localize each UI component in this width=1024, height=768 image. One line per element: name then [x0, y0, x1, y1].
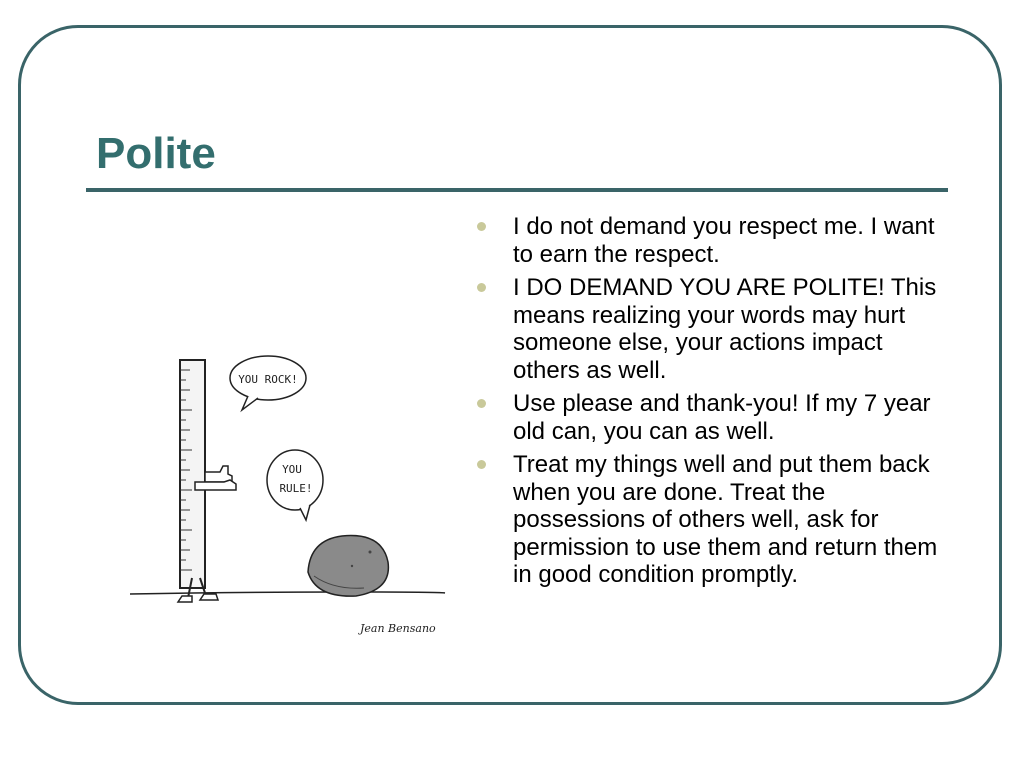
bullet-text: I DO DEMAND YOU ARE POLITE! This means realizing your words may hurt someone else, your actions impact others as well. [513, 274, 937, 384]
title-underline [86, 188, 948, 192]
ruler-character [178, 360, 236, 602]
ruler-feet [178, 594, 218, 602]
bullet-dot-icon [477, 222, 486, 231]
bullet-text: I do not demand you respect me. I want to earn the respect. [513, 213, 935, 268]
ruler-arm-lower [195, 480, 236, 490]
ground-line [130, 592, 445, 594]
slide-title: Polite [96, 129, 216, 178]
rock-character [308, 536, 388, 597]
speech-bubble-2-line-2: RULE! [279, 482, 313, 495]
bullet-text: Use please and thank-you! If my 7 year old can, you can as well. [513, 390, 931, 445]
speech-bubble-1-text: YOU ROCK! [238, 373, 298, 386]
cartoon-illustration [120, 340, 450, 660]
speech-bubble-you-rock [230, 356, 306, 410]
bullet-item [476, 390, 946, 445]
ruler-body [180, 360, 205, 588]
bullet-item [476, 274, 946, 384]
bullet-list [476, 213, 946, 595]
bullet-item [476, 213, 946, 268]
bullet-dot-icon [477, 460, 486, 469]
bullet-item [476, 451, 946, 589]
ruler-arm-upper [205, 466, 232, 482]
bullet-dot-icon [477, 283, 486, 292]
cartoon-signature: Jean Bensano [360, 622, 436, 635]
speech-bubble-you-rule [267, 450, 323, 520]
speech-bubble-2-line-1: YOU [282, 463, 302, 476]
bullet-dot-icon [477, 399, 486, 408]
bullet-text: Treat my things well and put them back when you are done. Treat the possessions of others well, ask for permission to use them and return them in good condition promptly. [513, 451, 938, 588]
